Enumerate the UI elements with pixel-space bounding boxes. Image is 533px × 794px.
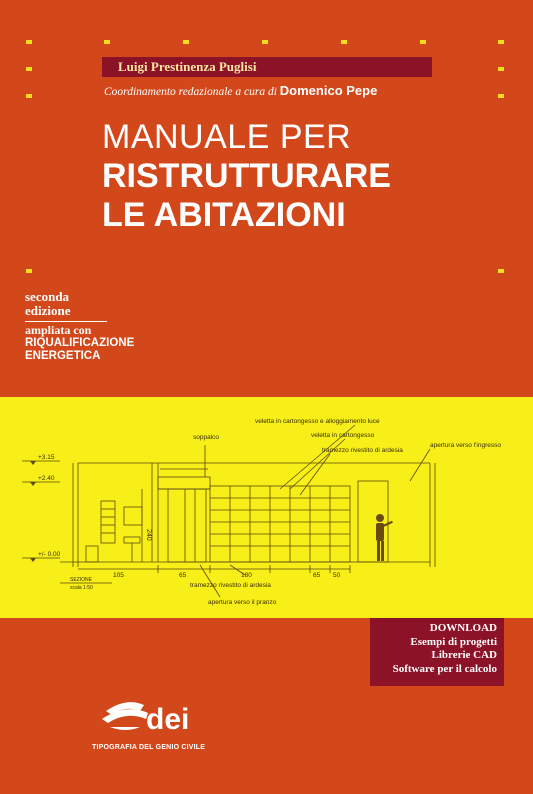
- annotation-apertura-pranzo: apertura verso il pranzo: [208, 599, 277, 606]
- annotation-tramezzo-bottom: tramezzo rivestito di ardesia: [190, 582, 271, 589]
- dot-top-5: [341, 40, 347, 44]
- coordination-prefix: Coordinamento redazionale a cura di: [104, 86, 277, 98]
- annotation-veletta: veletta in cartongesso: [311, 432, 375, 439]
- dot-right-3: [498, 269, 504, 273]
- coordination-line: [104, 83, 377, 98]
- annotation-soppalco: soppalco: [193, 434, 220, 441]
- dot-top-6: [420, 40, 426, 44]
- dot-top-3: [183, 40, 189, 44]
- download-item-1: Esempi di progetti: [410, 635, 497, 648]
- dim-105: 105: [113, 572, 124, 579]
- annotation-veletta-luce: veletta in cartongesso e alloggiamento luce: [255, 418, 380, 425]
- level-label-2: +2.40: [38, 475, 55, 482]
- edition-line-1: seconda: [25, 289, 70, 304]
- download-item-3: Software per il calcolo: [392, 662, 497, 675]
- section-label: SEZIONE: [70, 577, 92, 583]
- publisher-logo-text: dei: [146, 703, 190, 736]
- dot-top-1: [26, 40, 32, 44]
- download-box: [370, 618, 504, 686]
- drawing-band: [0, 397, 533, 618]
- person-figure: [376, 514, 393, 561]
- dot-top-2: [104, 40, 110, 44]
- dot-left-1: [26, 67, 32, 71]
- dim-65a: 65: [179, 572, 187, 579]
- title-line-3: LE ABITAZIONI: [102, 196, 346, 234]
- annotation-tramezzo-top: tramezzo rivestito di ardesia: [322, 447, 403, 454]
- dot-top-7: [498, 40, 504, 44]
- dim-65b: 65: [313, 572, 321, 579]
- title-line-2: RISTRUTTURARE: [102, 157, 391, 195]
- author-bar: [102, 57, 432, 77]
- level-label-1: +3.15: [38, 454, 55, 461]
- edition-sub-2: RIQUALIFICAZIONE: [25, 337, 135, 349]
- section-drawing: [0, 397, 533, 618]
- dot-left-3: [26, 269, 32, 273]
- scale-label: scala 1:50: [70, 585, 93, 591]
- dot-left-2: [26, 94, 32, 98]
- coordinator-name: Domenico Pepe: [279, 83, 378, 98]
- download-title: DOWNLOAD: [429, 622, 497, 634]
- title-line-1: MANUALE PER: [102, 118, 352, 156]
- edition-sub-1: ampliata con: [25, 323, 92, 337]
- dot-right-1: [498, 67, 504, 71]
- dot-right-2: [498, 94, 504, 98]
- dot-top-4: [262, 40, 268, 44]
- publisher-subtitle: TIPOGRAFIA DEL GENIO CIVILE: [92, 744, 206, 751]
- dim-180: 180: [241, 572, 252, 579]
- download-item-2: Librerie CAD: [431, 649, 497, 661]
- edition-sub-3: ENERGETICA: [25, 350, 101, 362]
- level-label-3: +/- 0.00: [38, 551, 61, 558]
- edition-line-2: edizione: [25, 303, 71, 318]
- dim-50: 50: [333, 572, 341, 579]
- annotation-apertura-ingresso: apertura verso l'ingresso: [430, 442, 501, 449]
- height-label: 240: [145, 529, 152, 541]
- author-name: Luigi Prestinenza Puglisi: [118, 59, 257, 74]
- edition-block: [25, 290, 134, 363]
- edition-rule: [25, 321, 107, 322]
